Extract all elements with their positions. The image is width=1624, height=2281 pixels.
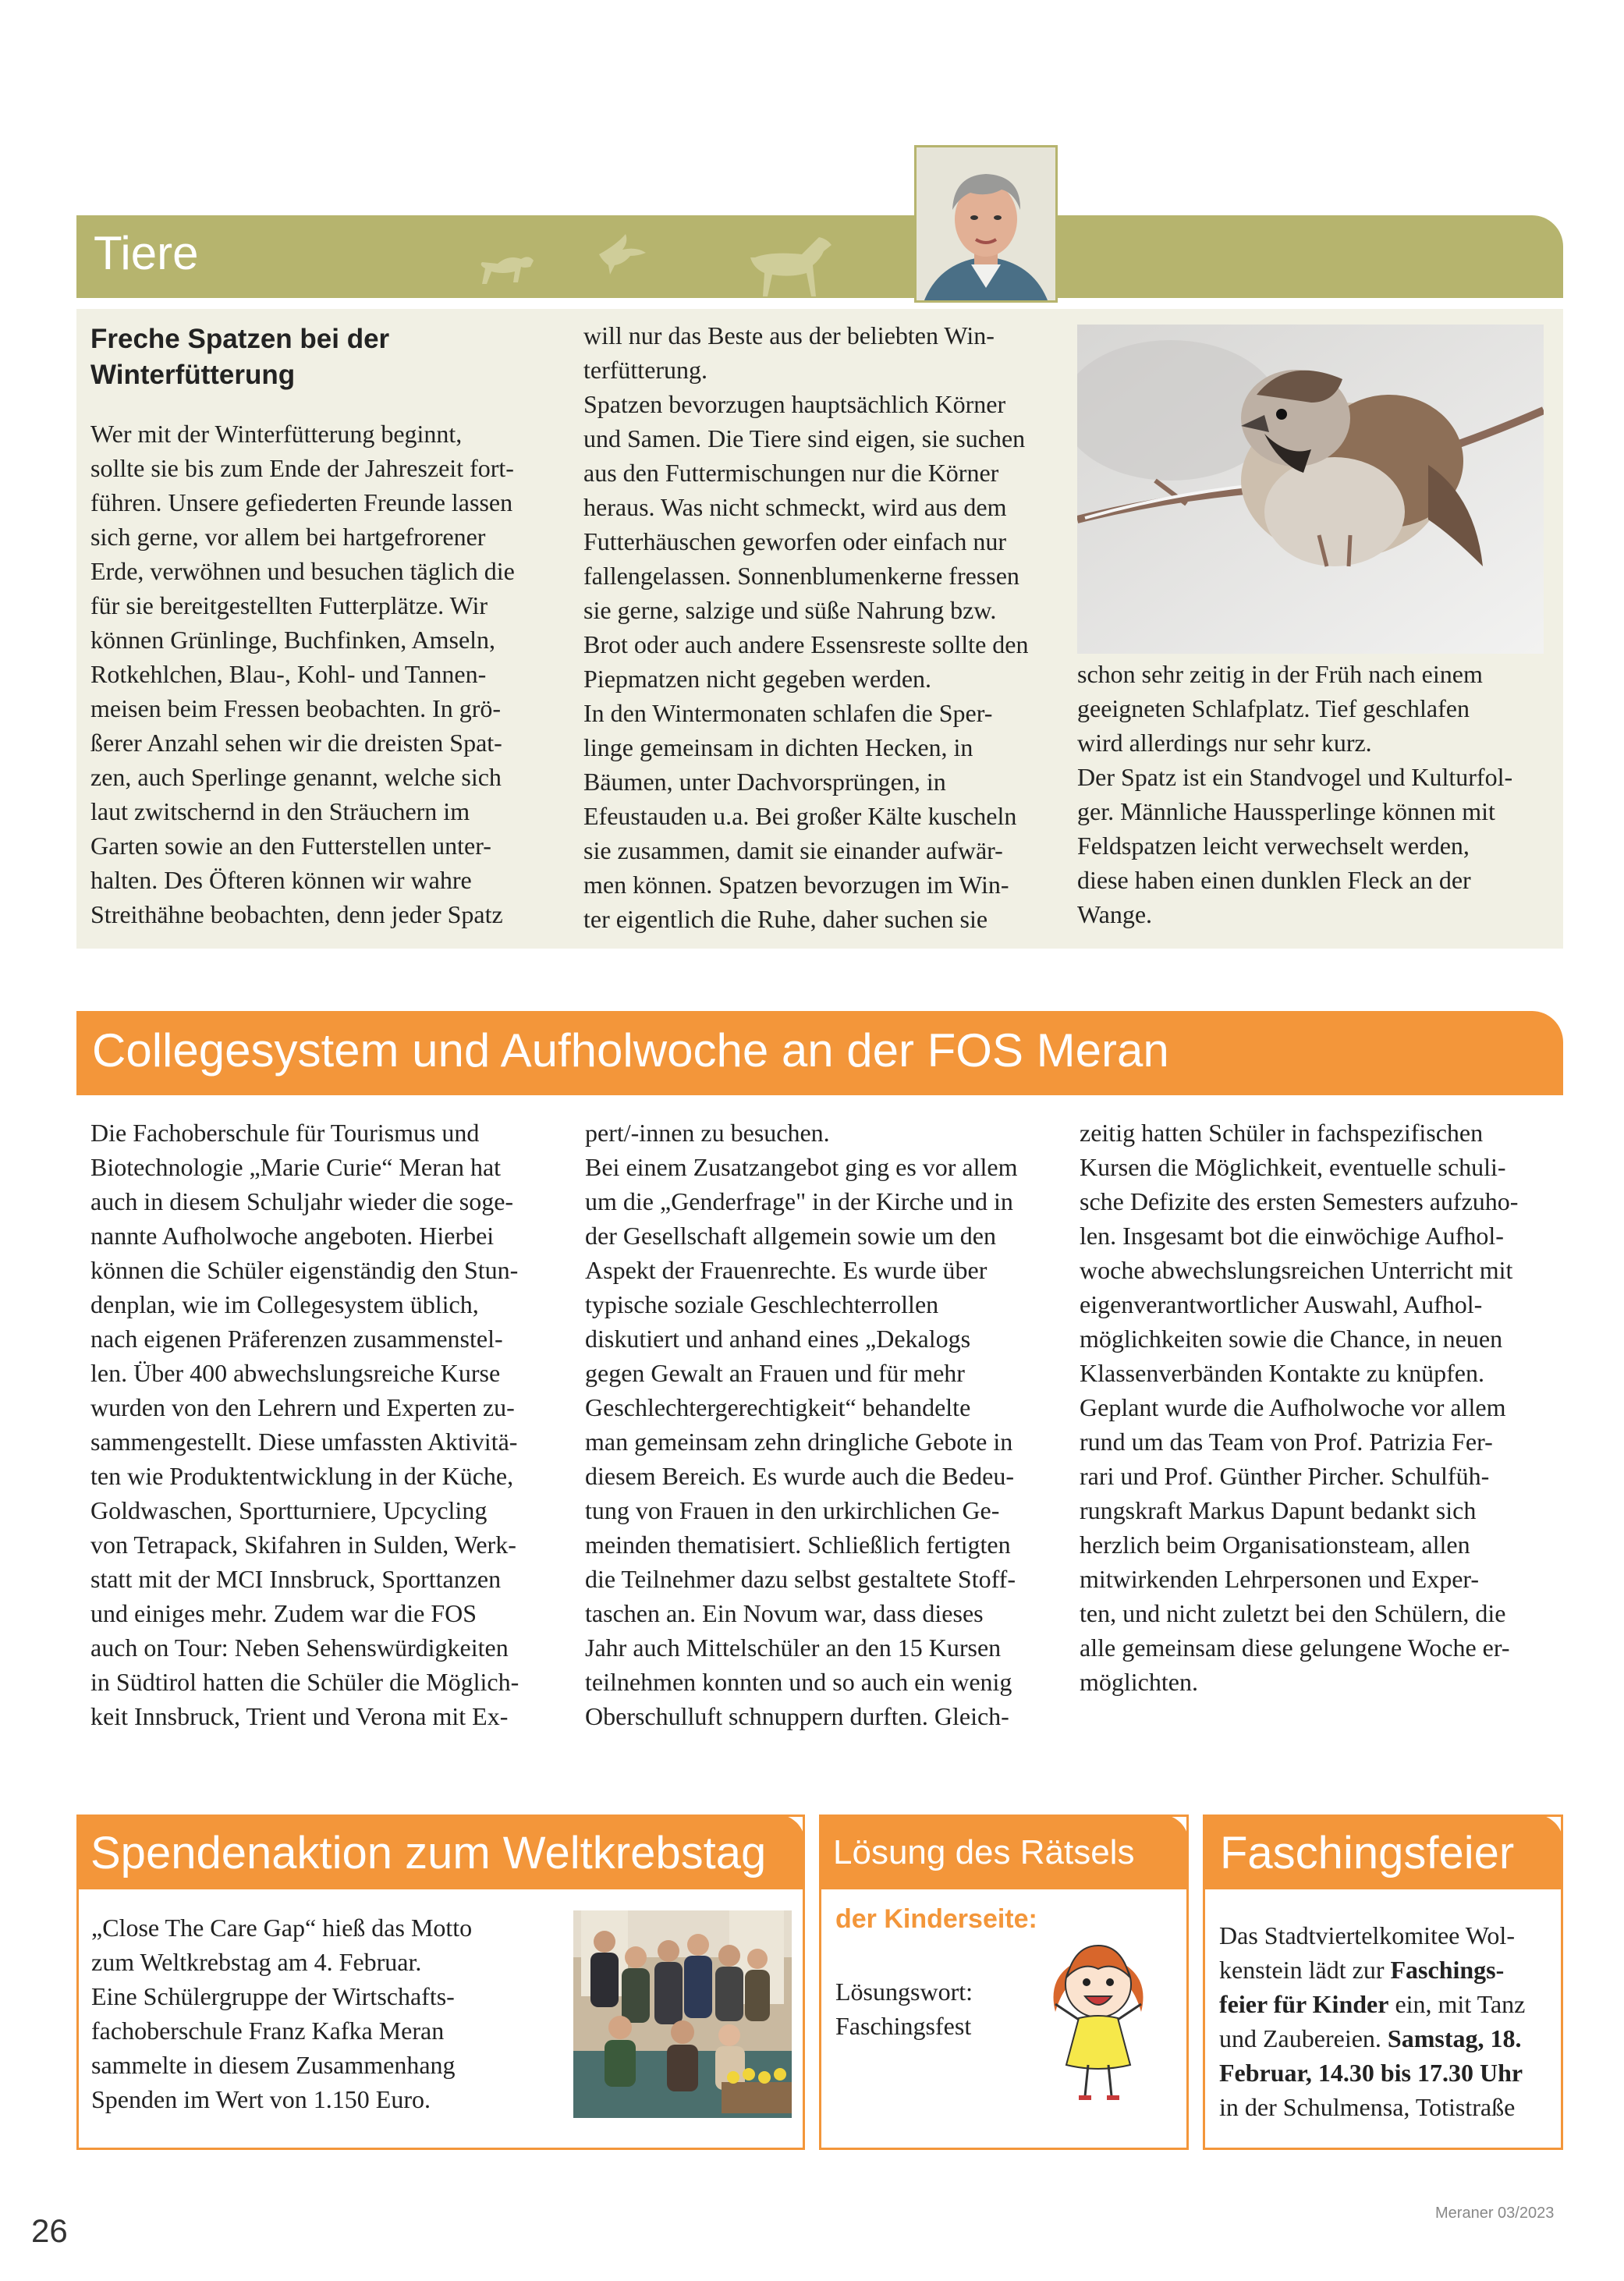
tiere-article [76, 309, 1563, 949]
article-column-2: will nur das Beste aus der beliebten Win- terfütterung. Spatzen bevorzugen hauptsächlich Körner und Samen. Die Tiere sind eigen, sie suchen aus den Futtermischungen nur die Körner heraus. Was nicht schmeckt, wird aus dem Futterhäuschen geworfen oder einfach nur fallengelassen. Sonnenblumenkerne fressen sie gerne, salzige und süße Nahrung bzw. Brot oder auch andere Essensreste sollte den Piepmatzen nicht gegeben werden. In den Wintermonaten schlafen die Sper- linge gemeinsam in dichten Hecken, in Bäumen, unter Dachvorsprüngen, in Efeustauden u.a. Bei großer Kälte kuscheln sie zusammen, damit sie einander aufwär- men können. Spatzen bevorzugen im Win- ter eigentlich die Ruhe, daher suchen sie [583, 321, 1029, 933]
faschingsfeier-text [1219, 1918, 1555, 2124]
college-column-3: zeitig hatten Schüler in fachspezifischen Kursen die Möglichkeit, eventuelle schuli- sche Defizite des ersten Semesters aufzuho- len. Insgesamt bot die einwöchige Aufhol- woche abwechslungsreichen Unterricht mit eigenverantwortlicher Auswahl, Aufhol- möglichkeiten sowie die Chance, in neuen Klassenverbänden Kontakte zu knüpfen. Geplant wurde die Aufholwoche vor allem rund um das Team von Prof. Patrizia Fer- rari und Prof. Günther Pircher. Schulfüh- rungskraft Markus Dapunt bedankt sich herzlich beim Organisationsteam, allen mitwirkenden Lehrpersonen und Exper- ten, und nicht zuletzt bei den Schülern, die alle gemeinsam diese gelungene Woche er- möglichten. [1080, 1119, 1519, 1696]
author-portrait [914, 145, 1058, 303]
text-run: in der Schulmensa, Totistraße [1219, 2093, 1516, 2121]
college-column-2: pert/-innen zu besuchen. Bei einem Zusatzangebot ging es vor allem um die „Genderfrage" in der Kirche und in der Gesellschaft allgemein sowie um den Aspekt der Frauenrechte. Es wurde über typische soziale Geschlechterrollen diskutiert und anhand eines „Dekalogs gegen Gewalt an Frauen und für mehr Geschlechtergerechtigkeit“ behandelte man gemeinsam zehn dringliche Gebote in diesem Bereich. Es wurde auch die Bedeu- tung von Frauen in den urkirchlichen Ge- meinden thematisiert. Schließlich fertigten die Teilnehmer dazu selbst gestaltete Stoff- taschen an. Ein Novum war, dass dieses Jahr auch Mittelschüler an den 15 Kursen teilnehmen konnten und so auch ein wenig Oberschulluft schnuppern durften. Gleich- [585, 1119, 1018, 1730]
page-number: 26 [31, 2212, 68, 2249]
box-title: Lösung des Rätsels [833, 1833, 1135, 1871]
text-run: ein, mit Tanz und Zaubereien. [1219, 1990, 1526, 2052]
loesung-text: Lösungswort: Faschingsfest [835, 1978, 973, 2040]
college-section-header [76, 1011, 1563, 1095]
loesung-subtitle: der Kinderseite: [835, 1904, 1037, 1934]
sparrow-photo [1077, 325, 1544, 654]
text-run-bold: Faschings- feier für Kinder [1219, 1956, 1505, 2018]
section-title: Tiere [94, 227, 199, 279]
article-title: Freche Spatzen bei der Winterfütterung [90, 324, 390, 390]
text-run: Das Stadtviertelkomitee Wol- kenstein lädt zur [1219, 1921, 1515, 1984]
student-group-photo [573, 1910, 792, 2118]
loesung-box [819, 1815, 1189, 2150]
cartoon-girl-icon [1048, 1942, 1149, 2105]
spendenaktion-header [76, 1815, 805, 1889]
box-title: Spendenaktion zum Weltkrebstag [90, 1828, 767, 1878]
article-column-1: Wer mit der Winterfütterung beginnt, sollte sie bis zum Ende der Jahreszeit fort- führen. Unsere gefiederten Freunde lassen sich gerne, vor allem bei hartgefrorener Erde, verwöhnen und besuchen täglich die für sie bereitgestellten Futterplätze. Wir können Grünlinge, Buchfinken, Amseln, Rotkehlchen, Blau-, Kohl- und Tannen- meisen beim Fressen beobachten. In grö- ßerer Anzahl sehen wir die dreisten Spat- zen, auch Sperlinge genannt, welche sich laut zwitschernd in den Sträuchern im Garten sowie an den Futterstellen unter- halten. Des Öfteren können wir wahre Streithähne beobachten, denn jeder Spatz [90, 420, 515, 928]
text-run-bold: Samstag, 18. Februar, 14.30 bis 17.30 Uhr [1219, 2024, 1523, 2087]
spendenaktion-text: „Close The Care Gap“ hieß das Motto zum Weltkrebstag am 4. Februar. Eine Schülergruppe der Wirtschafts- fachoberschule Franz Kafka Meran sammelte in diesem Zusammenhang Spenden im Wert von 1.150 Euro. [91, 1914, 473, 2113]
faschingsfeier-box [1203, 1815, 1563, 2150]
box-title: Faschingsfeier [1220, 1828, 1515, 1878]
loesung-header [819, 1815, 1189, 1889]
article-column-3: schon sehr zeitig in der Früh nach einem geeigneten Schlafplatz. Tief geschlafen wird allerdings nur sehr kurz. Der Spatz ist ein Standvogel und Kulturfol- ger. Männliche Haussperlinge können mit Feldspatzen leicht verwechselt werden, diese haben einen dunklen Fleck an der Wange. [1077, 660, 1513, 928]
faschingsfeier-header [1203, 1815, 1563, 1889]
tiere-section-header [76, 215, 1563, 298]
college-column-1: Die Fachoberschule für Tourismus und Biotechnologie „Marie Curie“ Meran hat auch in diesem Schuljahr wieder die soge- nannte Aufholwoche angeboten. Hierbei können die Schüler eigenständig den Stun- denplan, wie im Collegesystem üblich, nach eigenen Präferenzen zusammenstel- len. Über 400 abwechslungsreiche Kurse wurden von den Lehrern und Experten zu- sammengestellt. Diese umfassten Aktivitä- ten wie Produktentwicklung in der Küche, Goldwaschen, Sportturniere, Upcycling von Tetrapack, Skifahren in Sulden, Werk- statt mit der MCI Innsbruck, Sporttanzen und einiges mehr. Zudem war die FOS auch on Tour: Neben Sehenswürdigkeiten in Südtirol hatten die Schüler die Möglich- keit Innsbruck, Trient und Verona mit Ex- [90, 1119, 519, 1730]
spendenaktion-box [76, 1815, 805, 2150]
issue-label: Meraner 03/2023 [1435, 2205, 1555, 2222]
animal-silhouettes-icon [420, 223, 888, 298]
section-title: Collegesystem und Aufholwoche an der FOS Meran [92, 1024, 1169, 1077]
